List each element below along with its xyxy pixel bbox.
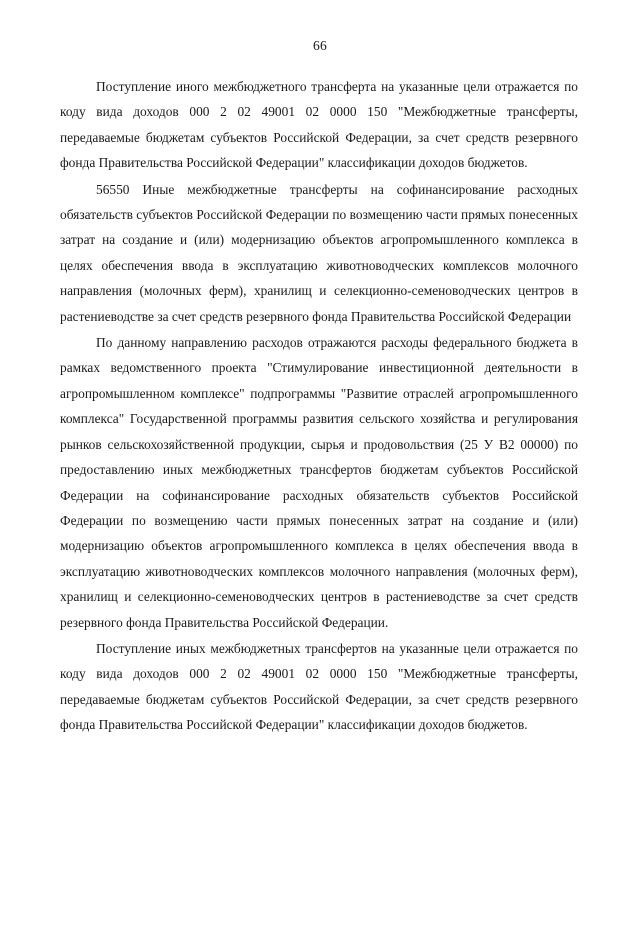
page-number: 66 <box>312 38 328 53</box>
document-page <box>0 38 640 943</box>
paragraph: По данному направлению расходов отражаются расходы федерального бюджета в рамках ведомственного проекта "Стимулирование инвестиционной деятельности в агропромышленном комплексе" подпрограммы "Развитие отраслей агропромышленного комплекса" Государственной программы развития сельского хозяйства и регулирования рынков сельскохозяйственной продукции, сырья и продовольствия (25 У В2 00000) по предоставлению иных межбюджетных трансфертов бюджетам субъектов Российской Федерации на софинансирование расходных обязательств субъектов Российской Федерации по возмещению части прямых понесенных затрат на создание и (или) модернизацию объектов агропромышленного комплекса в целях обеспечения ввода в эксплуатацию животноводческих комплексов молочного направления (молочных ферм), хранилищ и селекционно-семеноводческих центров в растениеводстве за счет средств резервного фонда Правительства Российской Федерации. <box>60 335 578 630</box>
paragraph: 56550 Иные межбюджетные трансферты на софинансирование расходных обязательств субъектов Российской Федерации по возмещению части прямых понесенных затрат на создание и (или) модернизацию объектов агропромышленного комплекса в целях обеспечения ввода в эксплуатацию животноводческих комплексов молочного направления (молочных ферм), хранилищ и селекционно-семеноводческих центров в растениеводстве за счет средств резервного фонда Правительства Российской Федерации <box>60 181 578 324</box>
paragraph: Поступление иного межбюджетного трансферта на указанные цели отражается по коду вида доходов 000 2 02 49001 02 0000 150 "Межбюджетные трансферты, передаваемые бюджетам субъектов Российской Федерации, за счет средств резервного фонда Правительства Российской Федерации" классификации доходов бюджетов. <box>60 79 578 171</box>
document-body <box>0 74 640 738</box>
paragraph: Поступление иных межбюджетных трансфертов на указанные цели отражается по коду вида доходов 000 2 02 49001 02 0000 150 "Межбюджетные трансферты, передаваемые бюджетам субъектов Российской Федерации, за счет средств резервного фонда Правительства Российской Федерации" классификации доходов бюджетов. <box>60 640 578 733</box>
